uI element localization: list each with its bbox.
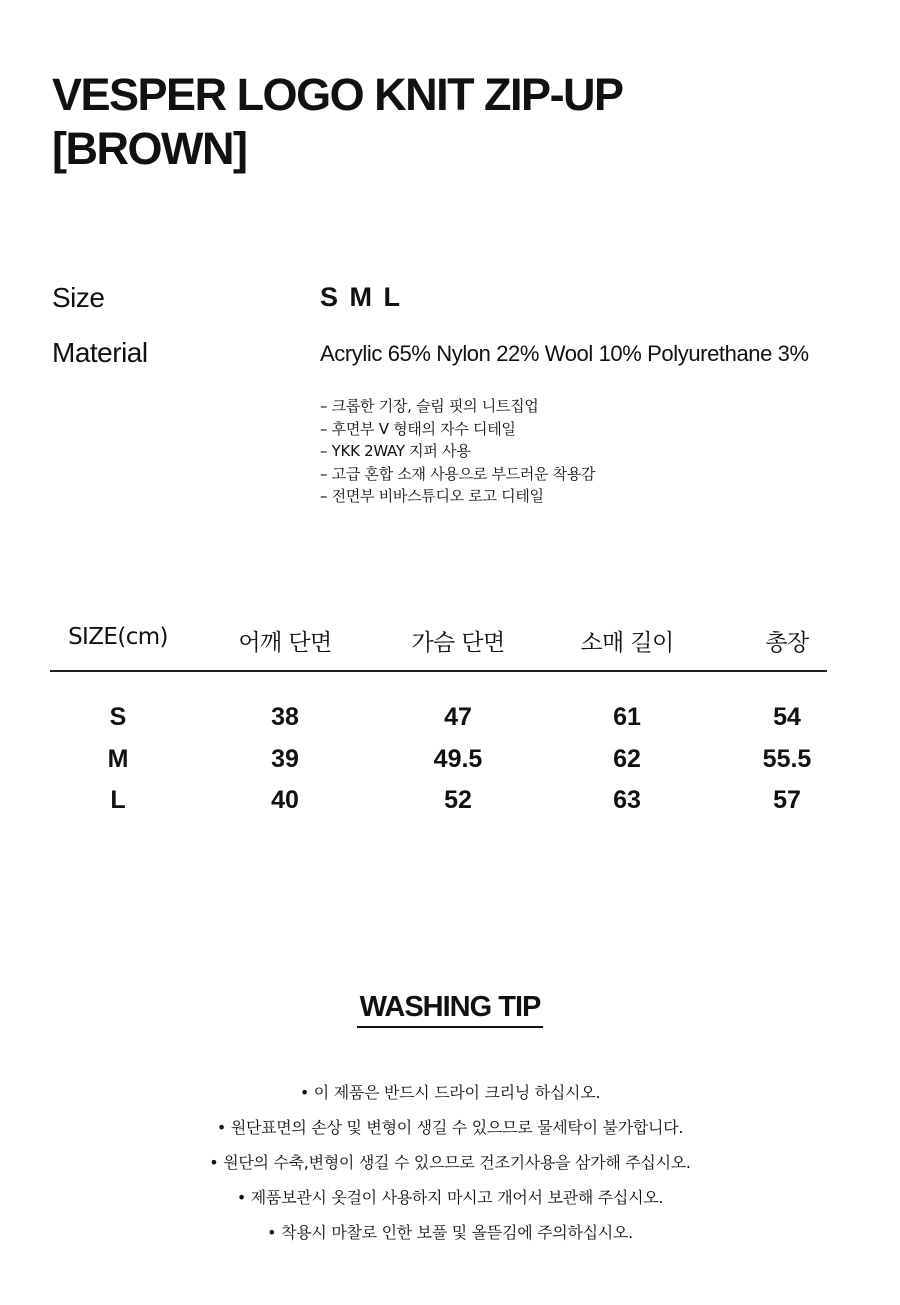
header-chest: 가슴 단면 xyxy=(411,630,505,656)
size-table-header xyxy=(50,622,827,672)
cell-sleeve: 61 xyxy=(613,703,641,731)
product-title xyxy=(52,68,623,176)
cell-size: L xyxy=(110,786,126,814)
feature-item: – 크롭한 기장, 슬림 핏의 니트집업 xyxy=(320,395,595,418)
header-shoulder: 어깨 단면 xyxy=(238,630,332,656)
header-length: 총장 xyxy=(765,630,809,656)
cell-sleeve: 62 xyxy=(613,744,641,773)
table-row xyxy=(50,786,827,828)
cell-chest: 52 xyxy=(444,786,472,814)
size-label: Size xyxy=(52,282,105,313)
header-size: SIZE(cm) xyxy=(68,624,168,650)
cell-chest: 49.5 xyxy=(433,744,483,773)
feature-item: – 고급 혼합 소재 사용으로 부드러운 착용감 xyxy=(320,463,595,486)
cell-length: 54 xyxy=(773,703,801,731)
list-item: • 착용시 마찰로 인한 보풀 및 올뜯김에 주의하십시오. xyxy=(0,1215,900,1250)
product-title-line-1: VESPER LOGO KNIT ZIP-UP xyxy=(52,69,623,120)
feature-item: – YKK 2WAY 지퍼 사용 xyxy=(320,440,595,463)
cell-sleeve: 63 xyxy=(613,786,641,814)
size-table-body xyxy=(50,672,827,828)
material-value: Acrylic 65% Nylon 22% Wool 10% Polyurethane 3% xyxy=(320,341,809,366)
cell-size: S xyxy=(109,703,127,731)
list-item: • 이 제품은 반드시 드라이 크리닝 하십시오. xyxy=(0,1075,900,1110)
list-item: • 제품보관시 옷걸이 사용하지 마시고 개어서 보관해 주십시오. xyxy=(0,1180,900,1215)
washing-tip-list xyxy=(0,1075,900,1250)
product-title-line-2: [BROWN] xyxy=(52,123,247,174)
washing-tip-heading xyxy=(0,991,900,1028)
feature-item: – 전면부 비바스튜디오 로고 디테일 xyxy=(320,485,595,508)
cell-length: 57 xyxy=(773,786,801,814)
feature-item: – 후면부 V 형태의 자수 디테일 xyxy=(320,418,595,441)
cell-shoulder: 40 xyxy=(271,786,299,814)
cell-chest: 47 xyxy=(444,703,472,731)
header-sleeve: 소매 길이 xyxy=(580,630,674,656)
cell-shoulder: 39 xyxy=(271,744,299,773)
cell-length: 55.5 xyxy=(762,744,812,773)
material-label: Material xyxy=(52,337,148,368)
size-table xyxy=(50,622,827,828)
cell-shoulder: 38 xyxy=(271,703,299,731)
washing-tip-title: WASHING TIP xyxy=(357,991,544,1028)
feature-list xyxy=(320,395,595,508)
list-item: • 원단의 수축,변형이 생길 수 있으므로 건조기사용을 삼가해 주십시오. xyxy=(0,1145,900,1180)
cell-size: M xyxy=(107,744,129,773)
table-row xyxy=(50,703,827,745)
size-values: S M L xyxy=(320,282,400,312)
table-row xyxy=(50,745,827,787)
list-item: • 원단표면의 손상 및 변형이 생길 수 있으므로 물세탁이 불가합니다. xyxy=(0,1110,900,1145)
